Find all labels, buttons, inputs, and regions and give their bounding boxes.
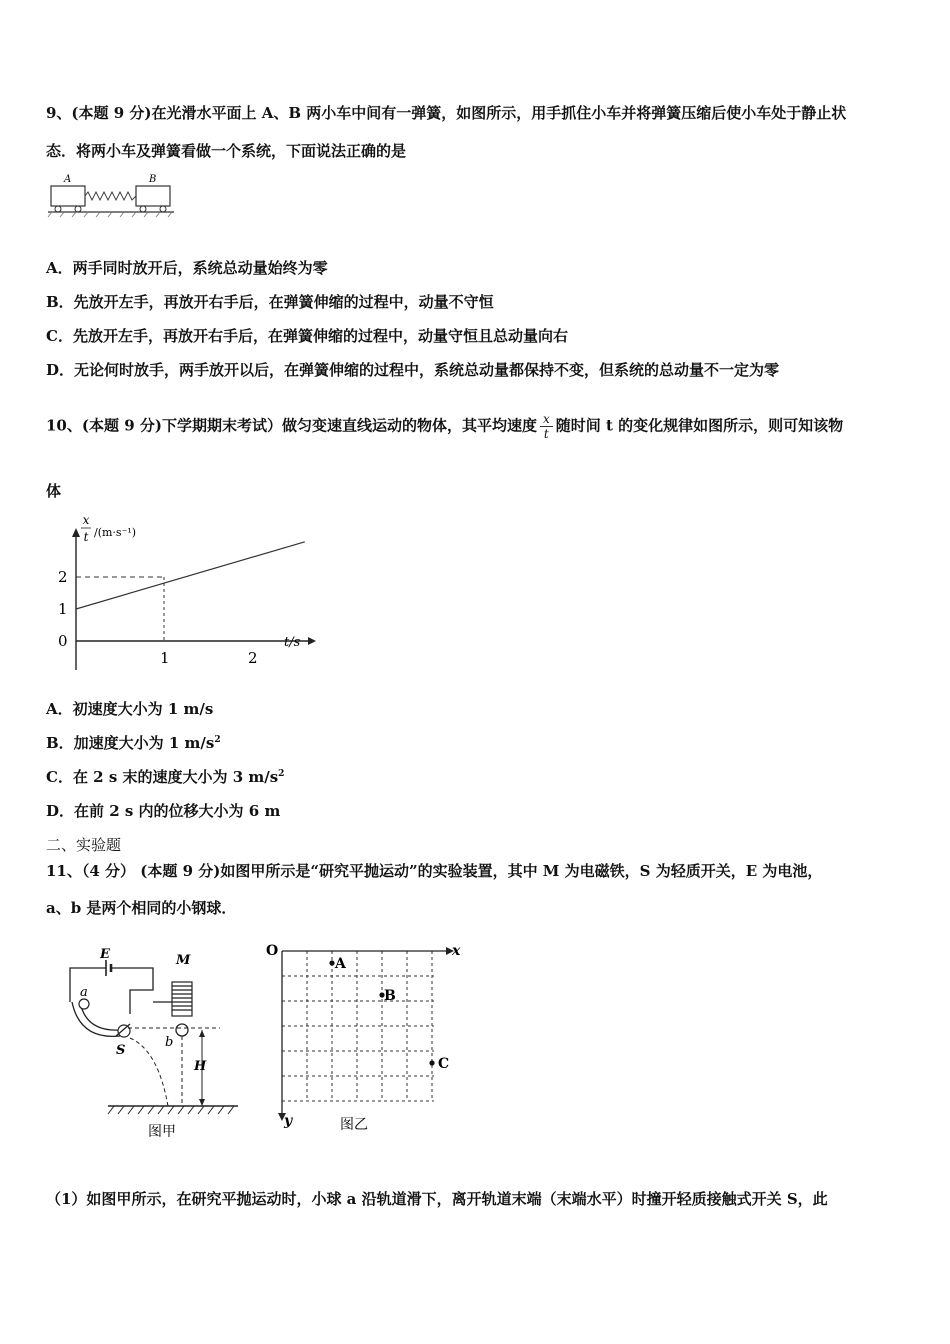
y-tick-0: 0 [58,632,68,650]
frac-denominator: t [543,427,549,441]
y-tick-1: 1 [58,600,68,618]
q9-text-line2: 态．将两小车及弹簧看做一个系统，下面说法正确的是 [46,142,407,160]
cart-a-label: A [64,174,72,185]
caption-yi: 图乙 [340,1117,368,1133]
point-B-label: B [384,988,396,1004]
q10-option-b [46,732,221,753]
label-x: x [452,943,461,959]
point-C-label: C [438,1056,450,1072]
q9-carts-spring-figure [46,170,176,220]
avg-velocity-fraction [540,412,553,441]
q10-option-c-text: C．在 2 s 末的速度大小为 3 m/s [46,768,279,786]
x-axis-arrow [308,637,316,645]
y-label-den: t [83,530,89,544]
q11-text-line2: a、b 是两个相同的小钢球． [46,899,237,917]
label-a: a [80,985,88,1000]
figure-jia-apparatus [58,940,248,1145]
label-M: M [176,953,191,968]
y-label-num: x [82,513,90,527]
q10-option-d: D．在前 2 s 内的位移大小为 6 m [46,802,281,820]
point-A-label: A [335,956,346,972]
label-S: S [116,1043,126,1058]
q10-text-line2: 体 [46,482,62,500]
label-O: O [266,943,279,959]
y-axis-arrow [72,528,80,537]
series-line-0 [76,542,305,609]
x-tick-1: 1 [160,649,170,667]
y-tick-2: 2 [58,568,68,586]
q9-text-line1: 9、(本题 9 分)在光滑水平面上 A、B 两小车中间有一弹簧，如图所示，用手抓住小车并将弹簧压缩后使小车处于静止状 [46,104,847,122]
label-H: H [194,1059,207,1074]
q10-option-a: A．初速度大小为 1 m/s [46,700,214,718]
q9-option-b: B．先放开左手，再放开右手后，在弹簧伸缩的过程中，动量不守恒 [46,293,494,311]
q10-option-b-text: B．加速度大小为 1 m/s [46,734,215,752]
label-y: y [284,1113,293,1129]
y-label-unit: /(m·s⁻¹) [94,526,137,539]
frac-numerator: x [540,412,553,427]
q10-option-c [46,766,284,787]
x-label: t/s [284,635,301,650]
q10-text-line1 [46,412,843,441]
q9-option-a: A．两手同时放开后，系统总动量始终为零 [46,259,328,277]
q10-text-pre: 10、(本题 9 分)下学期期末考试）做匀变速直线运动的物体，其平均速度 [46,416,537,435]
section-title: 二、实验题 [46,836,122,854]
x-tick-2: 2 [248,649,258,667]
q10-xt-chart [46,510,316,670]
label-b: b [165,1035,174,1050]
label-E: E [100,947,110,962]
q11-sub1-text: （1）如图甲所示，在研究平抛运动时，小球 a 沿轨道滑下，离开轨道末端（末端水平）时撞开轻质接触式开关 S，此 [46,1190,828,1208]
q9-option-d: D．无论何时放手，两手放开以后，在弹簧伸缩的过程中，系统总动量都保持不变，但系统的总动量不一定为零 [46,361,780,379]
figure-yi-grid [262,935,472,1140]
caption-jia: 图甲 [148,1124,176,1140]
cart-b-label: B [149,174,157,185]
q11-text-line1: 11、（4 分） (本题 9 分)如图甲所示是“研究平抛运动”的实验装置，其中 M 为电磁铁，S 为轻质开关，E 为电池， [46,862,823,880]
q10-option-b-sup: 2 [214,735,221,745]
q10-option-c-sup: 2 [278,769,285,779]
q10-text-post: 随时间 t 的变化规律如图所示，则可知该物 [555,416,844,435]
q9-option-c: C．先放开左手，再放开右手后，在弹簧伸缩的过程中，动量守恒且总动量向右 [46,327,568,345]
